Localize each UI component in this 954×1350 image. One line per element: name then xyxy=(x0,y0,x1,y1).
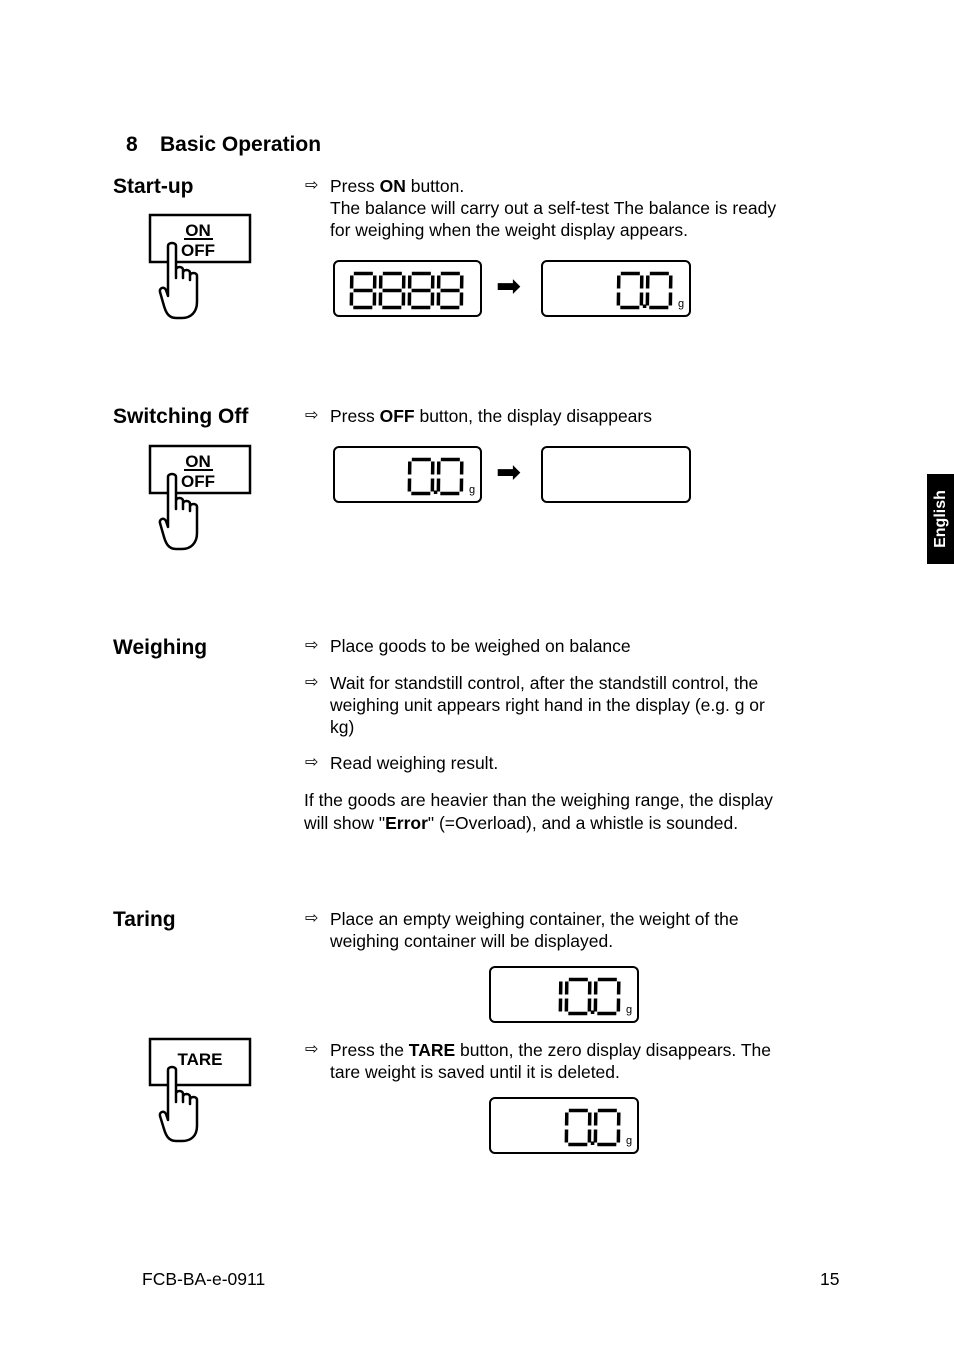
on-label: ON xyxy=(185,221,211,240)
footer-doc-id: FCB-BA-e-0911 xyxy=(142,1269,266,1289)
tare-button-press-icon xyxy=(146,1034,254,1146)
weighing-bullet-1 xyxy=(305,635,835,657)
right-arrow-icon: ➡ xyxy=(496,456,522,489)
taring-bullet-2-bold: TARE xyxy=(408,1040,456,1060)
language-tab xyxy=(927,474,954,564)
hollow-arrow-icon: ⇨ xyxy=(305,637,319,654)
switch-off-bullet-text: Press xyxy=(330,406,380,426)
hollow-arrow-icon: ⇨ xyxy=(305,177,319,194)
unit-label: g xyxy=(626,1004,633,1016)
startup-bullet-text: Press xyxy=(330,176,380,196)
on-label: ON xyxy=(185,452,211,471)
startup-desc-line2: for weighing when the weight display appears. xyxy=(330,220,688,240)
language-tab-label: English xyxy=(931,490,949,548)
chapter-number: 8 xyxy=(126,133,138,156)
on-off-button-press-icon xyxy=(146,443,254,555)
weighing-bullet-3 xyxy=(305,752,835,774)
hollow-arrow-icon: ⇨ xyxy=(305,1041,319,1058)
display-zero xyxy=(541,260,691,317)
startup-bullet-text-end: button. xyxy=(405,176,465,196)
startup-desc-line1: The balance will carry out a self-test The balance is ready xyxy=(330,198,777,218)
startup-bullet-bold: ON xyxy=(379,176,406,196)
display-self-test xyxy=(333,260,482,317)
right-arrow-icon: ➡ xyxy=(496,270,522,303)
weighing-heading: Weighing xyxy=(113,636,208,659)
chapter-heading xyxy=(126,133,321,157)
taring-bullet-2-line2: tare weight is saved until it is deleted. xyxy=(330,1062,620,1082)
on-off-button-press-icon xyxy=(146,212,254,324)
display-tared-zero xyxy=(489,1097,639,1154)
weighing-bullet-2 xyxy=(305,672,835,738)
startup-bullet xyxy=(305,175,835,241)
taring-bullet-2-pre: Press the xyxy=(330,1040,409,1060)
taring-bullet-1-line2: weighing container will be displayed. xyxy=(330,931,614,951)
overload-note-line1: If the goods are heavier than the weighing range, the display xyxy=(304,790,773,810)
footer-page-number: 15 xyxy=(820,1269,840,1289)
display-blank xyxy=(541,446,691,503)
taring-bullet-1 xyxy=(305,908,835,952)
unit-label: g xyxy=(626,1135,633,1147)
taring-bullet-2 xyxy=(305,1039,835,1083)
overload-note xyxy=(304,789,834,835)
weighing-bullet-3-text: Read weighing result. xyxy=(330,753,499,773)
switch-off-heading: Switching Off xyxy=(113,405,249,428)
switch-off-bullet-text-end: button, the display disappears xyxy=(414,406,652,426)
unit-label: g xyxy=(678,298,685,310)
switch-off-bullet-bold: OFF xyxy=(379,406,415,426)
hollow-arrow-icon: ⇨ xyxy=(305,407,319,424)
display-container-weight xyxy=(489,966,639,1023)
chapter-title: Basic Operation xyxy=(160,133,322,156)
display-zero xyxy=(333,446,482,503)
overload-note-post: " (=Overload), and a whistle is sounded. xyxy=(427,813,739,833)
taring-bullet-2-post: button, the zero display disappears. The xyxy=(455,1040,771,1060)
off-label: OFF xyxy=(181,241,215,260)
switch-off-bullet xyxy=(305,405,835,427)
hollow-arrow-icon: ⇨ xyxy=(305,910,319,927)
overload-note-pre: will show " xyxy=(304,813,386,833)
hollow-arrow-icon: ⇨ xyxy=(305,754,319,771)
weighing-bullet-2-line2: weighing unit appears right hand in the display (e.g. g or xyxy=(330,695,765,715)
startup-heading: Start-up xyxy=(113,175,194,198)
weighing-bullet-2-line3: kg) xyxy=(330,717,355,737)
hollow-arrow-icon: ⇨ xyxy=(305,674,319,691)
weighing-bullet-1-text: Place goods to be weighed on balance xyxy=(330,636,631,656)
off-label: OFF xyxy=(181,472,215,491)
overload-note-bold: Error xyxy=(385,813,428,833)
tare-label: TARE xyxy=(177,1050,223,1069)
unit-label: g xyxy=(469,484,476,496)
taring-heading: Taring xyxy=(113,908,176,931)
taring-bullet-1-line1: Place an empty weighing container, the weight of the xyxy=(330,909,739,929)
weighing-bullet-2-line1: Wait for standstill control, after the standstill control, the xyxy=(330,673,759,693)
